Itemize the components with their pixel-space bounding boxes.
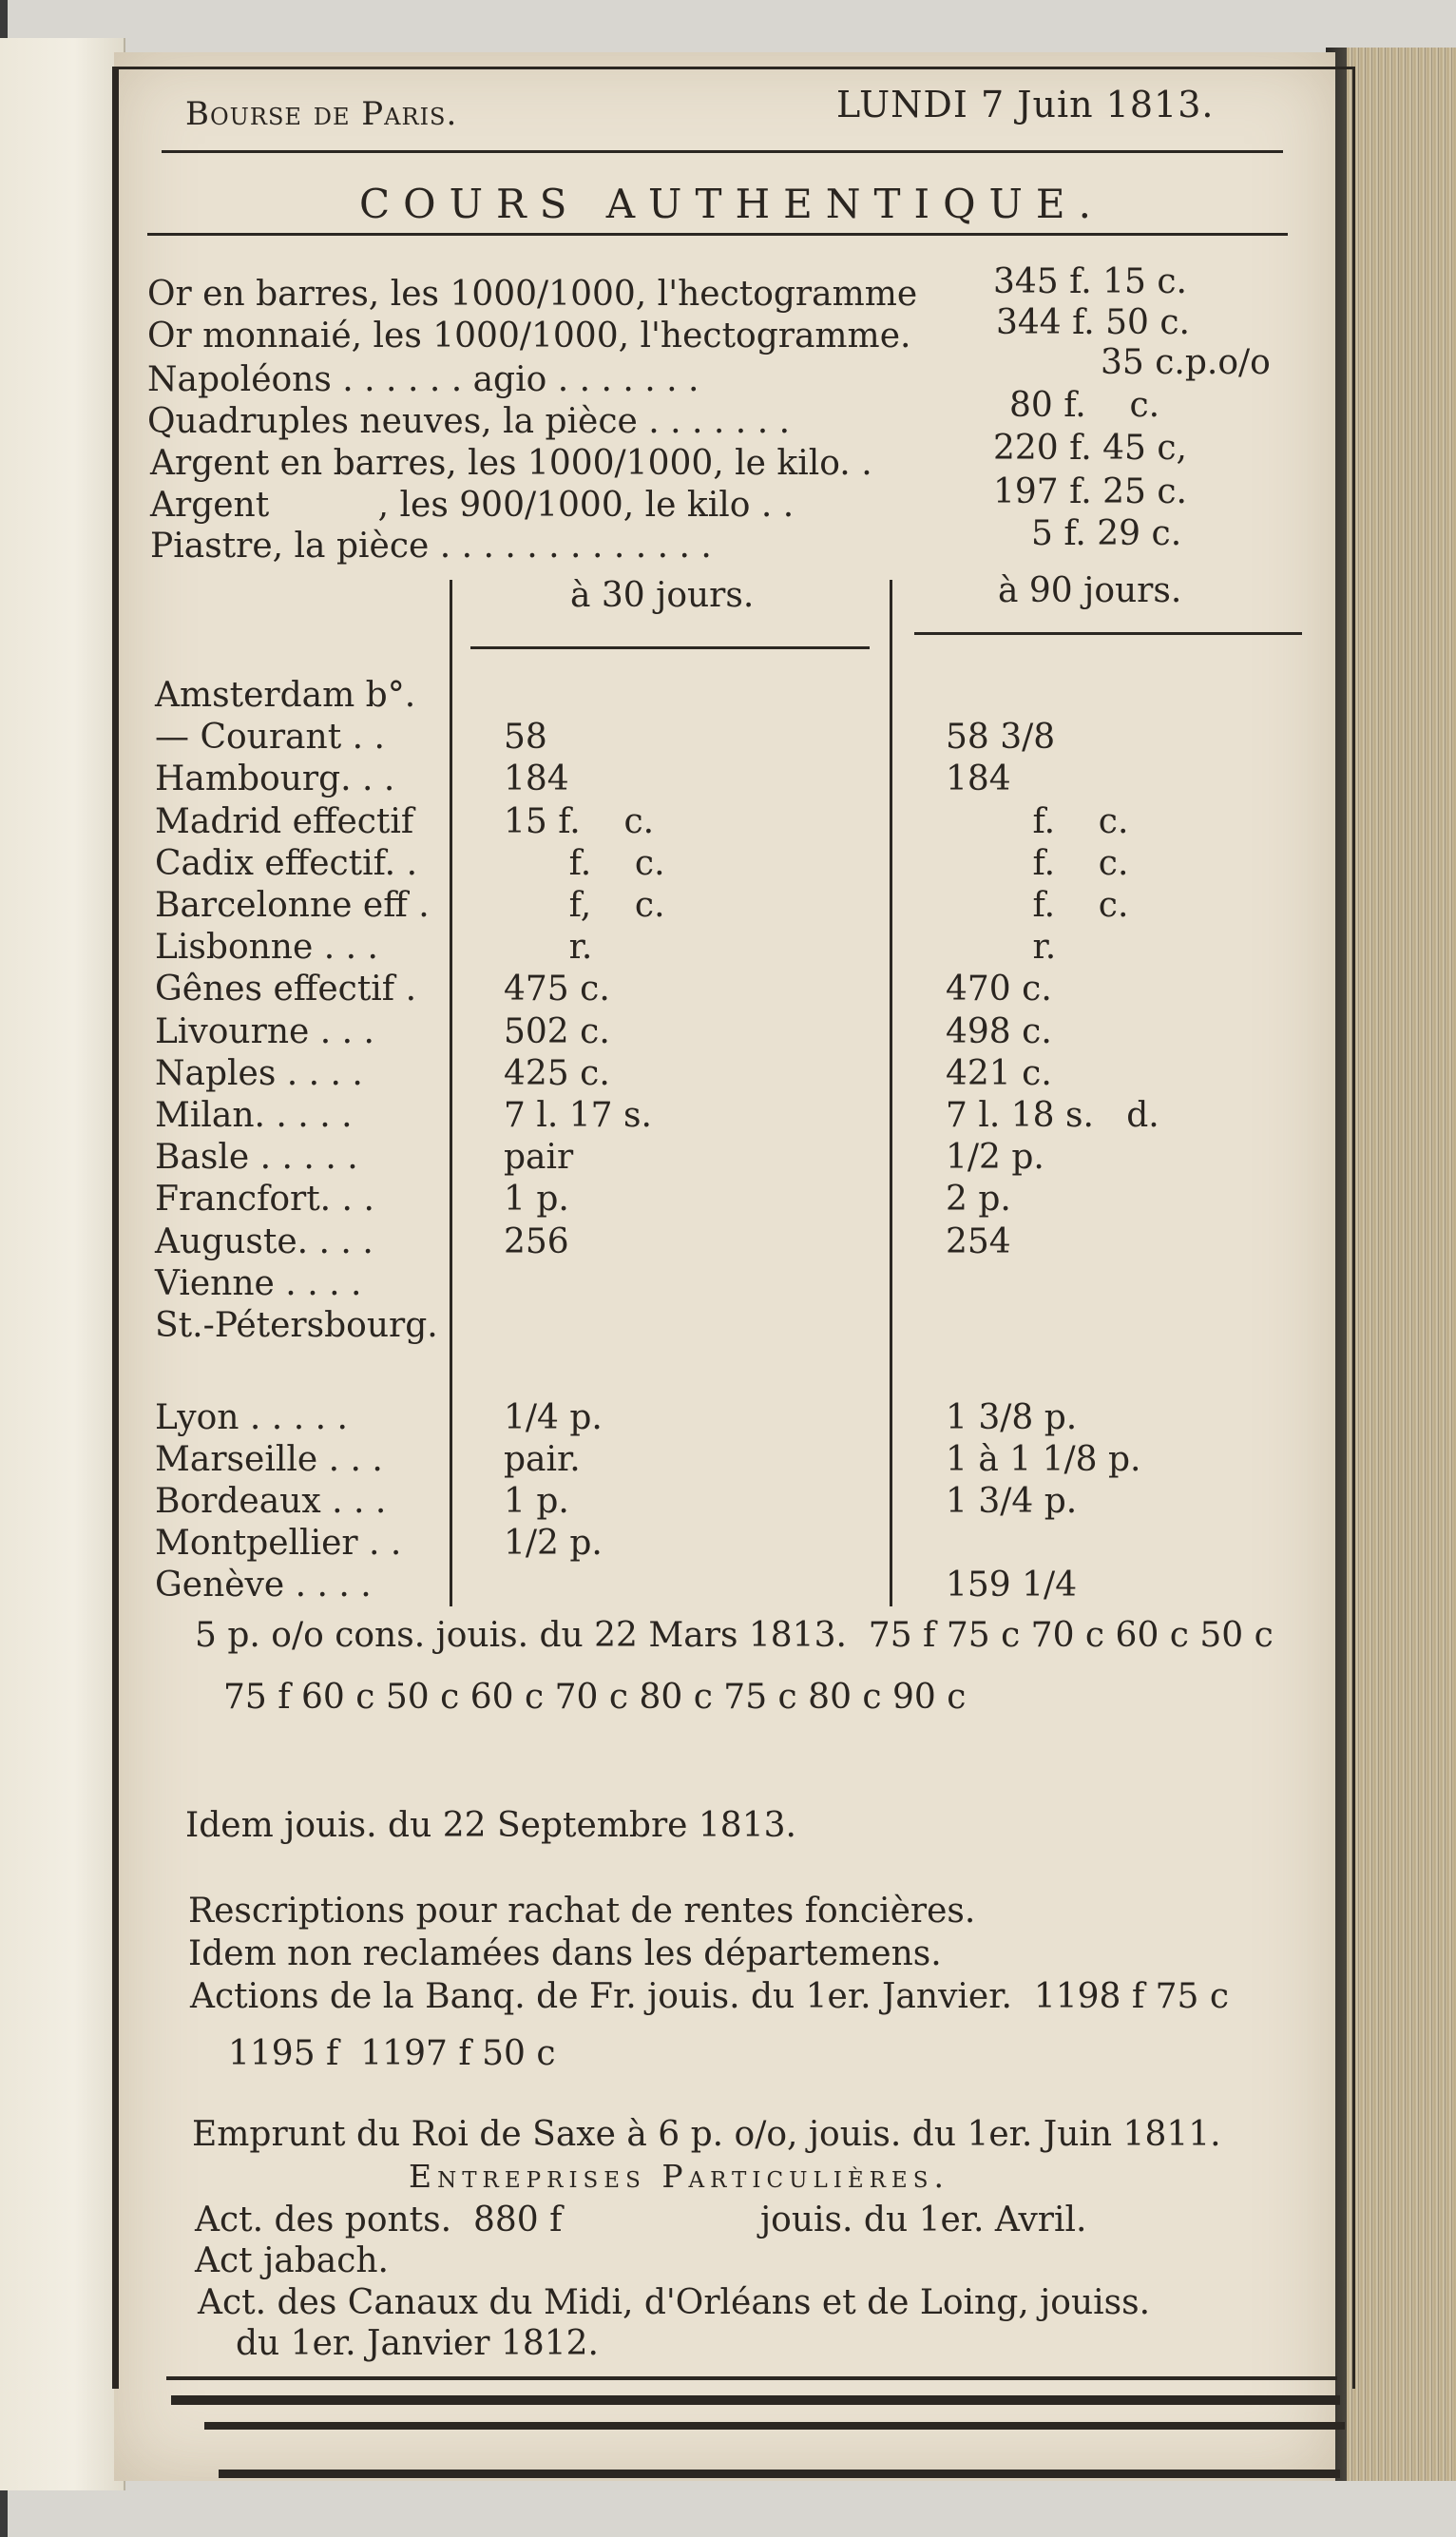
funds-rescriptions-2: Idem non reclamées dans les départemens. [188, 1934, 942, 1973]
domestic-row-90-days: 1 à 1 1/8 p. [946, 1440, 1141, 1479]
exchange-row-city: Basle . . . . . [155, 1138, 358, 1178]
metal-value-2: 344 f. 50 c. [996, 303, 1190, 342]
metal-value-6: 197 f. 25 c. [993, 472, 1187, 511]
funds-emprunt: Emprunt du Roi de Saxe à 6 p. o/o, jouis. du 1er. Juin 1811. [192, 2115, 1221, 2154]
exchange-row-city: Auguste. . . . [155, 1221, 374, 1261]
domestic-row-30-days: 1/2 p. [504, 1524, 603, 1563]
funds-jabach: Act jabach. [195, 2241, 389, 2280]
rule-bottom-1 [166, 2376, 1337, 2380]
funds-line-2: 75 f 60 c 50 c 60 c 70 c 80 c 75 c 80 c 90 c [223, 1678, 967, 1717]
exchange-row-30-days: pair [504, 1138, 574, 1178]
funds-canaux-2: du 1er. Janvier 1812. [236, 2324, 599, 2363]
exchange-row-90-days: r. [946, 928, 1057, 968]
rule-title [147, 233, 1288, 236]
domestic-row-90-days: 159 1/4 [946, 1566, 1078, 1605]
funds-actions-2: 1195 f 1197 f 50 c [228, 2034, 556, 2073]
domestic-row-city: Bordeaux . . . [155, 1482, 387, 1521]
exchange-row-90-days: f. c. [946, 843, 1129, 883]
exchange-row-city: Gênes effectif . [155, 970, 417, 1009]
funds-idem: Idem jouis. du 22 Septembre 1813. [185, 1806, 796, 1845]
header-left: Bourse de Paris. [185, 95, 458, 133]
domestic-row-city: Montpellier . . [155, 1524, 402, 1563]
page-title: COURS AUTHENTIQUE. [359, 181, 1104, 227]
domestic-row-90-days: 1 3/8 p. [946, 1398, 1078, 1437]
exchange-row-30-days: r. [504, 928, 593, 968]
exchange-row-30-days: 425 c. [504, 1053, 610, 1093]
metal-label-4: Quadruples neuves, la pièce . . . . . . . [147, 402, 791, 441]
exchange-row-city: Vienne . . . . [155, 1263, 362, 1303]
exchange-row-city: Hambourg. . . [155, 759, 395, 799]
rule-header [162, 150, 1283, 153]
col-header-90: à 90 jours. [998, 571, 1182, 610]
rule-bottom-4 [219, 2470, 1340, 2478]
exchange-row-city: Barcelonne eff . [155, 886, 430, 925]
exchange-row-30-days: 58 [504, 718, 547, 758]
domestic-row-city: Marseille . . . [155, 1440, 383, 1479]
exchange-row-30-days: f, c. [504, 886, 665, 925]
domestic-row-30-days: 1/4 p. [504, 1398, 603, 1437]
exchange-row-90-days: 1/2 p. [946, 1138, 1044, 1178]
metal-value-1: 345 f. 15 c. [993, 262, 1187, 301]
funds-rescriptions-1: Rescriptions pour rachat de rentes foncières. [188, 1892, 976, 1931]
exchange-row-30-days: 184 [504, 759, 569, 799]
rule-col30 [470, 646, 870, 649]
funds-entreprises: Entreprises Particulières. [409, 2158, 949, 2195]
exchange-row-30-days: f. c. [504, 843, 665, 883]
exchange-row-30-days: 1 p. [504, 1180, 569, 1220]
exchange-row-90-days: f. c. [946, 801, 1129, 841]
exchange-row-30-days: 475 c. [504, 970, 610, 1009]
domestic-row-30-days: 1 p. [504, 1482, 569, 1521]
metal-value-7: 5 f. 29 c. [1031, 514, 1182, 553]
exchange-row-90-days: f. c. [946, 886, 1129, 925]
domestic-row-90-days: 1 3/4 p. [946, 1482, 1078, 1521]
exchange-row-30-days: 502 c. [504, 1011, 610, 1051]
metal-label-2: Or monnaié, les 1000/1000, l'hectogramme. [147, 317, 911, 356]
exchange-row-city: Cadix effectif. . [155, 843, 418, 883]
domestic-row-30-days: pair. [504, 1440, 581, 1479]
header-right: LUNDI 7 Juin 1813. [836, 84, 1215, 125]
funds-canaux: Act. des Canaux du Midi, d'Orléans et de Loing, jouiss. [198, 2283, 1151, 2322]
exchange-row-city: Amsterdam b°. [155, 676, 416, 715]
column-rule-left [450, 580, 452, 1606]
metal-label-7: Piastre, la pièce . . . . . . . . . . . . . [150, 527, 712, 566]
column-rule-right [890, 580, 892, 1606]
metal-value-4: 80 f. c. [1009, 386, 1160, 425]
exchange-row-90-days: 58 3/8 [946, 718, 1056, 758]
exchange-row-city: Naples . . . . [155, 1053, 363, 1093]
exchange-row-30-days: 256 [504, 1221, 569, 1261]
funds-ponts: Act. des ponts. 880 f [195, 2201, 563, 2239]
exchange-row-90-days: 470 c. [946, 970, 1052, 1009]
metal-label-5: Argent en barres, les 1000/1000, le kilo. . [150, 444, 872, 483]
exchange-row-90-days: 7 l. 18 s. d. [946, 1096, 1159, 1135]
funds-line-1: 5 p. o/o cons. jouis. du 22 Mars 1813. 75 f 75 c 70 c 60 c 50 c [195, 1616, 1274, 1655]
col-header-30: à 30 jours. [570, 576, 755, 615]
metal-value-3: 35 c.p.o/o [1101, 343, 1271, 382]
metal-label-1: Or en barres, les 1000/1000, l'hectogramme [147, 275, 918, 314]
metal-value-5: 220 f. 45 c, [993, 429, 1187, 468]
exchange-row-90-days: 498 c. [946, 1011, 1052, 1051]
rule-bottom-3 [204, 2422, 1345, 2430]
exchange-row-90-days: 2 p. [946, 1180, 1011, 1220]
rule-col90 [914, 632, 1302, 635]
facing-page [0, 38, 125, 2490]
exchange-row-city: Madrid effectif [155, 801, 414, 841]
exchange-row-90-days: 184 [946, 759, 1011, 799]
exchange-row-30-days: 15 f. c. [504, 801, 655, 841]
exchange-row-90-days: 254 [946, 1221, 1011, 1261]
exchange-row-city: — Courant . . [155, 718, 385, 758]
domestic-row-city: Genève . . . . [155, 1566, 372, 1605]
exchange-row-city: Livourne . . . [155, 1011, 374, 1051]
exchange-row-30-days: 7 l. 17 s. [504, 1096, 652, 1135]
rule-bottom-2 [171, 2395, 1340, 2405]
exchange-row-city: St.-Pétersbourg. [155, 1306, 438, 1345]
funds-actions: Actions de la Banq. de Fr. jouis. du 1er. Janvier. 1198 f 75 c [190, 1977, 1230, 2016]
exchange-row-city: Lisbonne . . . [155, 928, 378, 968]
exchange-row-city: Milan. . . . . [155, 1096, 353, 1135]
domestic-row-city: Lyon . . . . . [155, 1398, 348, 1437]
exchange-row-90-days: 421 c. [946, 1053, 1052, 1093]
funds-ponts-jouis: jouis. du 1er. Avril. [760, 2201, 1087, 2239]
metal-label-6: Argent , les 900/1000, le kilo . . [150, 486, 795, 525]
metal-label-3: Napoléons . . . . . . agio . . . . . . . [147, 360, 699, 399]
exchange-row-city: Francfort. . . [155, 1180, 374, 1220]
